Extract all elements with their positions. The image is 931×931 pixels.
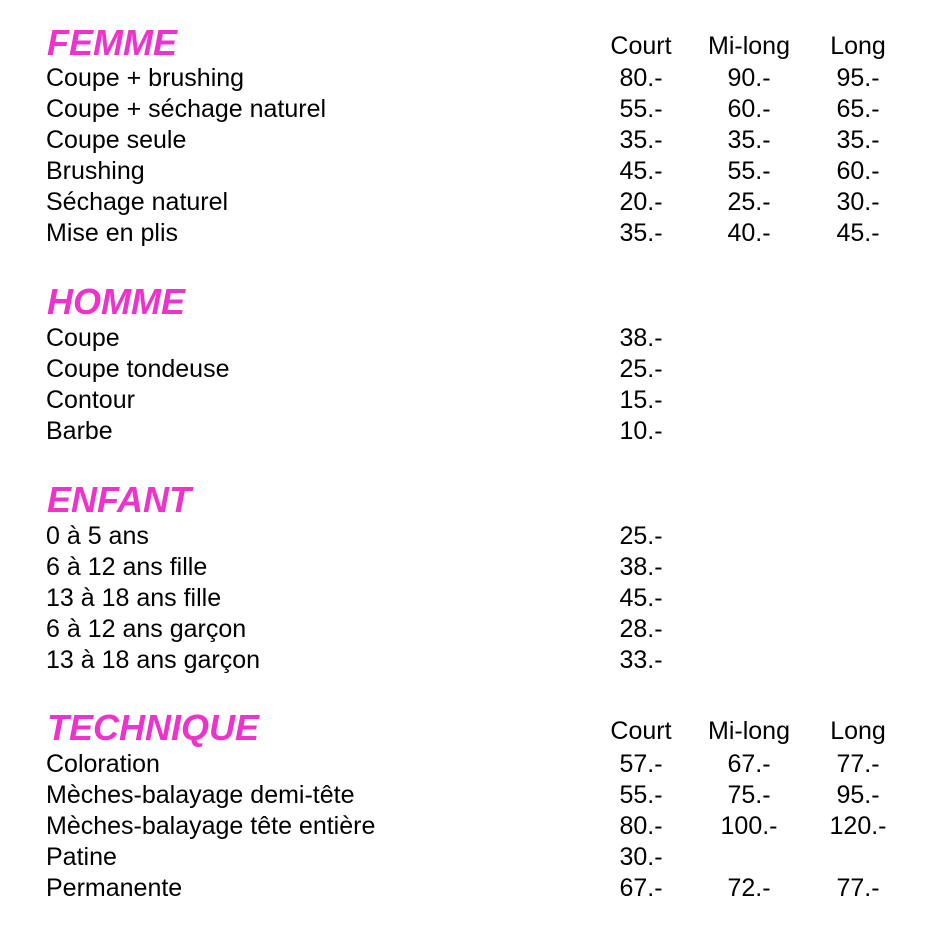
service-label: 13 à 18 ans garçon: [46, 646, 261, 674]
price-mi-long: 75.-: [727, 781, 771, 809]
price-mi-long: 100.-: [720, 812, 778, 840]
price: 15.-: [619, 386, 663, 414]
price-mi-long: 35.-: [727, 126, 771, 154]
service-label: Coloration: [46, 750, 160, 778]
service-label: Mèches-balayage demi-tête: [46, 781, 355, 809]
price-court: 35.-: [619, 126, 663, 154]
service-label: Coupe tondeuse: [46, 355, 230, 383]
price-row: [0, 221, 931, 252]
price: 25.-: [619, 522, 663, 550]
price-mi-long: 25.-: [727, 188, 771, 216]
price-court: 67.-: [619, 874, 663, 902]
section-title-enfant: ENFANT: [47, 479, 191, 520]
service-label: Mèches-balayage tête entière: [46, 812, 376, 840]
price-row: [0, 190, 931, 221]
price: 38.-: [619, 324, 663, 352]
column-header-court: Court: [610, 717, 672, 745]
column-header-long: Long: [830, 717, 886, 745]
price-row: [0, 128, 931, 159]
service-label: Brushing: [46, 157, 145, 185]
service-label: 6 à 12 ans garçon: [46, 615, 247, 643]
section-title-femme: FEMME: [47, 22, 177, 63]
price: 10.-: [619, 417, 663, 445]
price: 38.-: [619, 553, 663, 581]
price-mi-long: 60.-: [727, 95, 771, 123]
price-row: [0, 783, 931, 814]
price-row: [0, 814, 931, 845]
column-header-mi-long: Mi-long: [708, 32, 790, 60]
price-long: 65.-: [836, 95, 880, 123]
price-long: 120.-: [829, 812, 887, 840]
service-label: 6 à 12 ans fille: [46, 553, 208, 581]
column-header-court: Court: [610, 32, 672, 60]
service-label: Patine: [46, 843, 117, 871]
price-long: 77.-: [836, 874, 880, 902]
service-label: Coupe + séchage naturel: [46, 95, 327, 123]
price-row: [0, 752, 931, 783]
price-row: [0, 159, 931, 190]
price-mi-long: 72.-: [727, 874, 771, 902]
price-long: 95.-: [836, 781, 880, 809]
price-mi-long: 55.-: [727, 157, 771, 185]
price-row: [0, 876, 931, 907]
price-court: 80.-: [619, 812, 663, 840]
price-row: [0, 66, 931, 97]
service-label: 13 à 18 ans fille: [46, 584, 222, 612]
section-title-technique: TECHNIQUE: [47, 707, 260, 748]
price-mi-long: 67.-: [727, 750, 771, 778]
price-long: 60.-: [836, 157, 880, 185]
service-label: 0 à 5 ans: [46, 522, 149, 550]
price-row: [0, 357, 931, 388]
service-label: Mise en plis: [46, 219, 178, 247]
section-title-homme: HOMME: [47, 281, 185, 322]
price-long: 35.-: [836, 126, 880, 154]
price-long: 95.-: [836, 64, 880, 92]
price-row: [0, 586, 931, 617]
service-label: Permanente: [46, 874, 183, 902]
price-row: [0, 388, 931, 419]
price-court: 20.-: [619, 188, 663, 216]
price-mi-long: 90.-: [727, 64, 771, 92]
price: 33.-: [619, 646, 663, 674]
price-row: [0, 524, 931, 555]
price-long: 77.-: [836, 750, 880, 778]
service-label: Coupe seule: [46, 126, 187, 154]
price-court: 35.-: [619, 219, 663, 247]
price-court: 45.-: [619, 157, 663, 185]
price-row: [0, 617, 931, 648]
price-row: [0, 97, 931, 128]
column-header-long: Long: [830, 32, 886, 60]
price-court: 55.-: [619, 95, 663, 123]
price-long: 30.-: [836, 188, 880, 216]
price-row: [0, 419, 931, 450]
service-label: Coupe + brushing: [46, 64, 245, 92]
price-long: 45.-: [836, 219, 880, 247]
price-court: 55.-: [619, 781, 663, 809]
price-mi-long: 40.-: [727, 219, 771, 247]
service-label: Séchage naturel: [46, 188, 229, 216]
price-court: 57.-: [619, 750, 663, 778]
price: 28.-: [619, 615, 663, 643]
price-row: [0, 555, 931, 586]
price: 25.-: [619, 355, 663, 383]
price-row: [0, 326, 931, 357]
column-header-mi-long: Mi-long: [708, 717, 790, 745]
price-row: [0, 845, 931, 876]
price-row: [0, 648, 931, 679]
price-court: 30.-: [619, 843, 663, 871]
service-label: Barbe: [46, 417, 113, 445]
price: 45.-: [619, 584, 663, 612]
price-court: 80.-: [619, 64, 663, 92]
service-label: Contour: [46, 386, 135, 414]
service-label: Coupe: [46, 324, 120, 352]
